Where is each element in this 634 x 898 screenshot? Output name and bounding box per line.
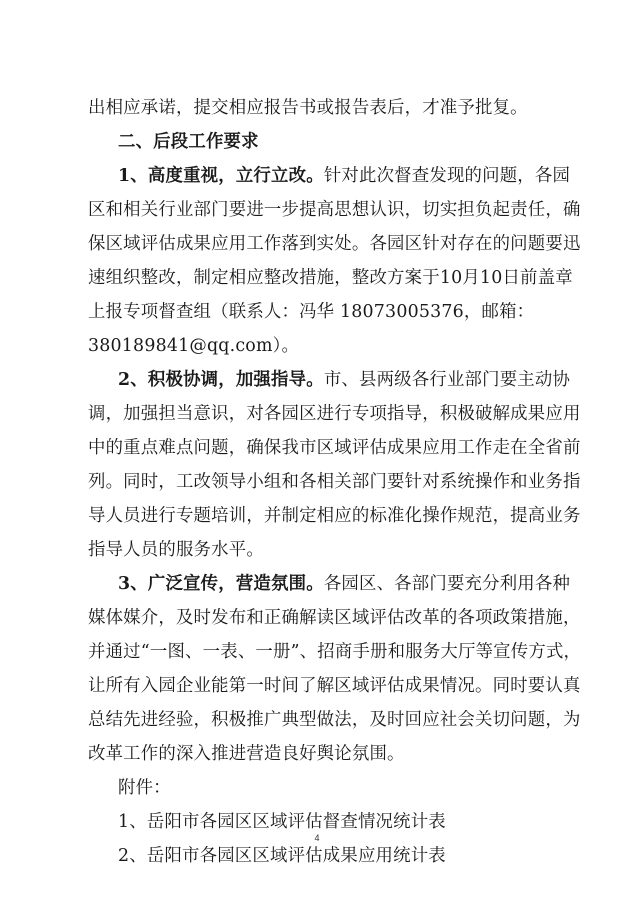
text-line: 列。同时，工改领导小组和各相关部门要针对系统操作和业务指 (88, 472, 581, 492)
text-line: 调，加强担当意识，对各园区进行专项指导，积极破解成果应用 (88, 404, 581, 424)
page-number: 4 (314, 833, 320, 843)
text-line: 区和相关行业部门要进一步提高思想认识，切实担负起责任，确 (88, 200, 581, 220)
text-line: 380189841@qq.com）。 (88, 336, 300, 356)
text-line: 出相应承诺，提交相应报告书或报告表后，才准予批复。 (88, 98, 528, 118)
text-line: 上报专项督查组（联系人：冯华 18073005376，邮箱： (88, 302, 535, 322)
text-line: 总结先进经验，积极推广典型做法，及时回应社会关切问题，为 (88, 710, 581, 730)
attachment-item: 1、岳阳市各园区区域评估督查情况统计表 (118, 812, 446, 832)
text-line: 并通过“一图、一表、一册”、招商手册和服务大厅等宣传方式， (88, 642, 582, 662)
text-line: 中的重点难点问题，确保我市区域评估成果应用工作走在全省前 (88, 438, 581, 458)
text-line: 保区域评估成果应用工作落到实处。各园区针对存在的问题要迅 (88, 234, 581, 254)
paragraph-1-first-line (118, 159, 571, 193)
paragraph-1-text: 针对此次督查发现的问题，各园 (323, 166, 571, 186)
attachments-label: 附件： (118, 778, 171, 798)
section-heading: 二、后段工作要求 (118, 132, 259, 152)
text-line: 改革工作的深入推进营造良好舆论氛围。 (88, 744, 405, 764)
paragraph-3-heading: 3、广泛宣传，营造氛围。 (118, 574, 324, 594)
text-line: 指导人员的服务水平。 (88, 540, 264, 560)
paragraph-3-first-line (118, 567, 571, 601)
paragraph-3-text: 各园区、各部门要充分利用各种 (323, 574, 571, 594)
text-line: 导人员进行专题培训，并制定相应的标准化操作规范，提高业务 (88, 506, 581, 526)
attachment-item: 2、岳阳市各园区区域评估成果应用统计表 (118, 846, 446, 866)
text-line: 媒体媒介，及时发布和正确解读区域评估改革的各项政策措施， (88, 608, 581, 628)
paragraph-2-heading: 2、积极协调，加强指导。 (118, 370, 324, 390)
paragraph-2-first-line (118, 363, 571, 397)
paragraph-2-text: 市、县两级各行业部门要主动协 (323, 370, 571, 390)
text-line: 速组织整改，制定相应整改措施，整改方案于10月10日前盖章 (88, 268, 573, 288)
paragraph-1-heading: 1、高度重视，立行立改。 (118, 166, 324, 186)
text-line: 让所有入园企业能第一时间了解区域评估成果情况。同时要认真 (88, 676, 581, 696)
